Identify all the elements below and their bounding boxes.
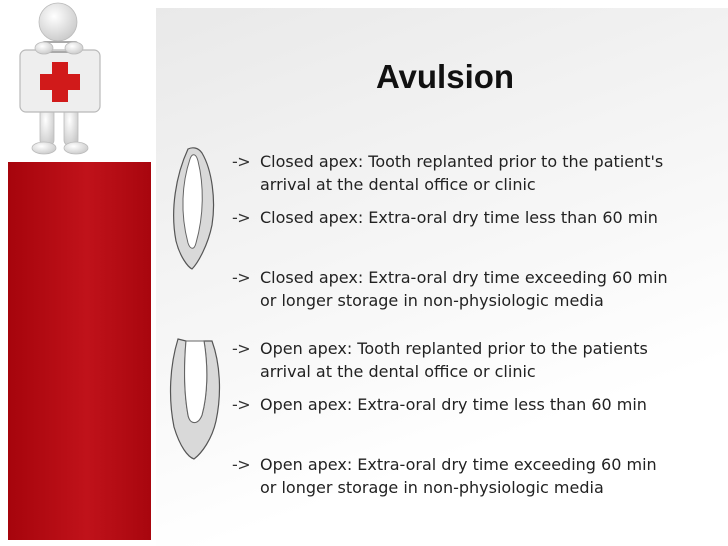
arrow-marker: -> <box>232 395 251 414</box>
bullet-item <box>232 150 722 196</box>
arrow-marker: -> <box>232 455 251 474</box>
bullet-text: Open apex: Extra-oral dry time exceeding 60 min <box>260 455 657 474</box>
arrow-marker: -> <box>232 339 251 358</box>
bullet-item <box>232 337 722 383</box>
red-sidebar <box>8 162 151 540</box>
bullet-text-continued: arrival at the dental office or clinic <box>260 175 536 194</box>
arrow-marker: -> <box>232 268 251 287</box>
bullet-text: Open apex: Tooth replanted prior to the patients <box>260 339 648 358</box>
bullet-text-continued: or longer storage in non-physiologic media <box>260 478 604 497</box>
slide-title: Avulsion <box>375 58 515 95</box>
bullet-text-continued: arrival at the dental office or clinic <box>260 362 536 381</box>
bullet-text: Closed apex: Extra-oral dry time exceeding 60 min <box>260 268 668 287</box>
arrow-marker: -> <box>232 208 251 227</box>
bullet-item <box>232 266 722 312</box>
arrow-marker: -> <box>232 152 251 171</box>
first-aid-figure-icon <box>6 2 116 162</box>
bullet-item <box>232 206 722 229</box>
bullet-item <box>232 393 722 416</box>
bullet-item <box>232 453 722 499</box>
closed-apex-tooth-icon <box>168 145 220 271</box>
bullet-text: Open apex: Extra-oral dry time less than 60 min <box>260 395 647 414</box>
open-apex-tooth-icon <box>166 335 224 461</box>
bullet-text: Closed apex: Extra-oral dry time less than 60 min <box>260 208 658 227</box>
bullet-text-continued: or longer storage in non-physiologic media <box>260 291 604 310</box>
bullet-text: Closed apex: Tooth replanted prior to the patient's <box>260 152 664 171</box>
